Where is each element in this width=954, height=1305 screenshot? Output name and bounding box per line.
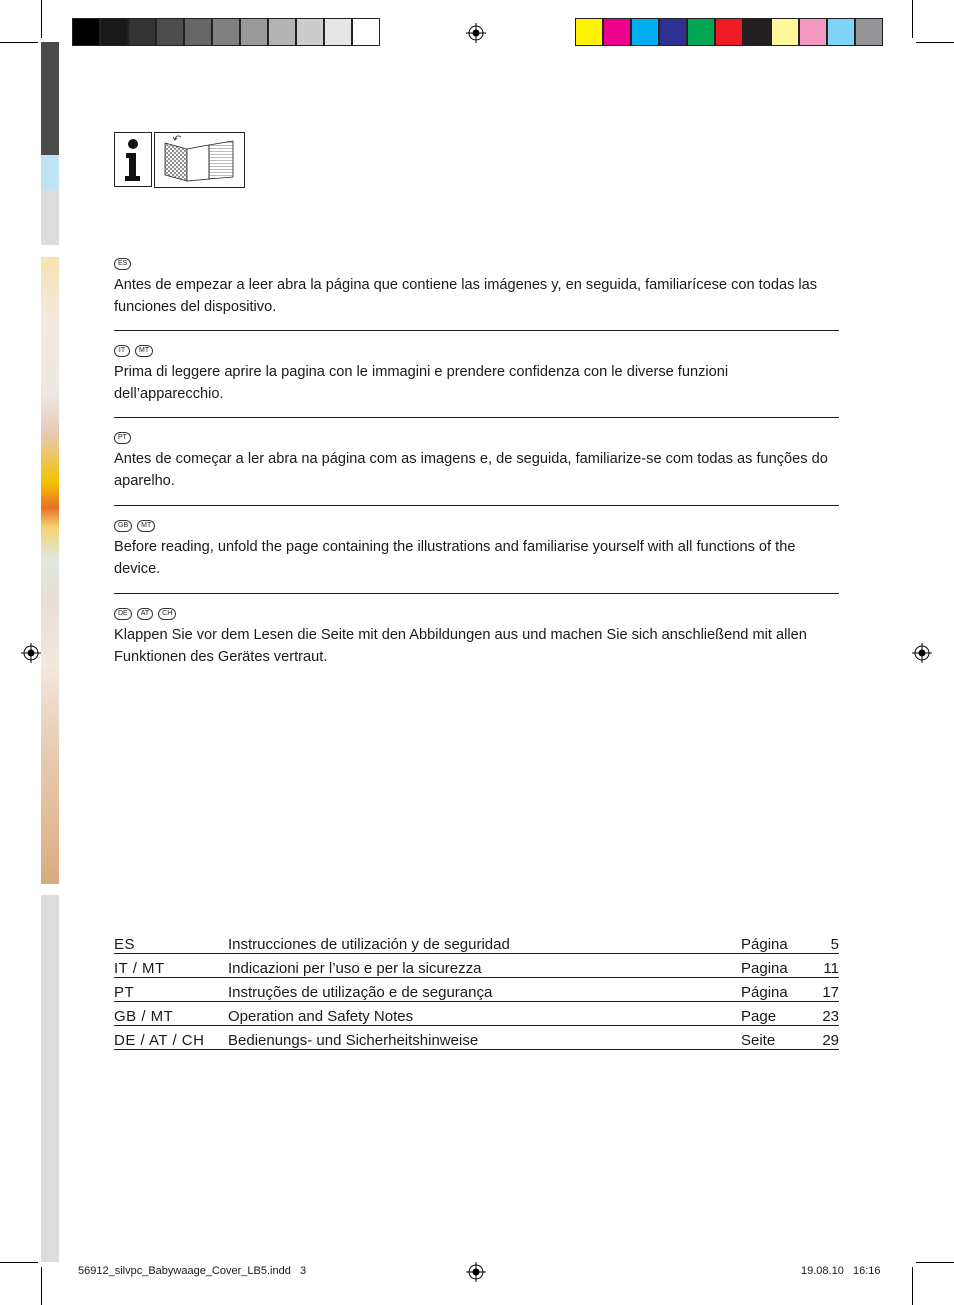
crop-mark — [41, 0, 42, 38]
color-swatch — [855, 18, 883, 46]
language-badge: MT — [135, 345, 153, 357]
section-text: Antes de começar a ler abra na página com as imagens e, de seguida, familiarize-se com todas as funções do aparelho. — [114, 451, 828, 489]
divider — [114, 593, 839, 594]
toc-page-label: Seite — [741, 1026, 801, 1050]
toc-page-label: Page — [741, 1002, 801, 1026]
language-section-es — [114, 258, 839, 318]
language-badges — [114, 608, 839, 622]
color-swatch — [631, 18, 659, 46]
color-swatch — [771, 18, 799, 46]
language-badges — [114, 520, 839, 534]
color-swatch — [603, 18, 631, 46]
cover-strip-photo — [41, 257, 59, 884]
gray-swatch — [212, 18, 240, 46]
language-badge: ES — [114, 258, 131, 270]
language-section-gb-mt — [114, 520, 839, 580]
toc-language-code: ES — [114, 930, 228, 954]
language-badges — [114, 345, 839, 359]
toc-row[interactable] — [114, 1002, 839, 1026]
divider — [114, 417, 839, 418]
crop-mark — [916, 42, 954, 43]
language-badge: PT — [114, 432, 131, 444]
registration-mark-icon — [21, 643, 41, 663]
divider — [114, 505, 839, 506]
toc-title: Instruções de utilização e de segurança — [228, 978, 741, 1002]
crop-mark — [912, 1267, 913, 1305]
color-swatch — [827, 18, 855, 46]
cover-strip-dark — [41, 42, 59, 155]
unfold-pages-icon — [155, 133, 244, 187]
language-section-pt — [114, 432, 839, 492]
toc-row[interactable] — [114, 954, 839, 978]
gray-swatch — [184, 18, 212, 46]
registration-mark-icon — [466, 23, 486, 43]
gray-swatch — [324, 18, 352, 46]
gray-swatch — [296, 18, 324, 46]
gray-swatch — [156, 18, 184, 46]
gray-swatch — [240, 18, 268, 46]
toc-title: Operation and Safety Notes — [228, 1002, 741, 1026]
section-text: Prima di leggere aprire la pagina con le immagini e prendere confidenza con le diverse funzioni dell’apparecchio. — [114, 364, 729, 402]
slug-file-info: 56912_silvpc_Babywaage_Cover_LB5.indd 3 — [78, 1265, 307, 1277]
toc-page-label: Página — [741, 978, 801, 1002]
cover-strip-cyan — [41, 155, 59, 189]
gray-swatch — [100, 18, 128, 46]
language-badges — [114, 258, 839, 272]
info-icon — [114, 132, 152, 187]
cover-strip-gray — [41, 895, 59, 1262]
toc-page-number: 23 — [801, 1002, 839, 1026]
crop-mark — [0, 1262, 38, 1263]
toc-language-code: IT / MT — [114, 954, 228, 978]
color-swatch — [687, 18, 715, 46]
language-badges — [114, 432, 839, 446]
language-badge: CH — [158, 608, 176, 620]
color-swatch — [715, 18, 743, 46]
toc-row[interactable] — [114, 978, 839, 1002]
language-badge: MT — [137, 520, 155, 532]
gray-swatch — [72, 18, 100, 46]
toc-title: Indicazioni per l’uso e per la sicurezza — [228, 954, 741, 978]
language-badge: AT — [137, 608, 153, 620]
gray-swatch — [352, 18, 380, 46]
crop-mark — [0, 42, 38, 43]
section-text: Klappen Sie vor dem Lesen die Seite mit den Abbildungen aus und machen Sie sich anschließend mit allen Funktionen des Gerätes vertraut. — [114, 627, 807, 665]
language-section-de-at-ch — [114, 608, 839, 668]
language-badge: IT — [114, 345, 130, 357]
crop-mark — [916, 1262, 954, 1263]
gray-swatch — [268, 18, 296, 46]
slug-date-time: 19.08.10 16:16 — [801, 1265, 881, 1277]
crop-mark — [912, 0, 913, 38]
toc-page-number: 29 — [801, 1026, 839, 1050]
registration-mark-icon — [912, 643, 932, 663]
divider — [114, 330, 839, 331]
toc-page-label: Pagina — [741, 954, 801, 978]
toc-page-number: 17 — [801, 978, 839, 1002]
registration-mark-icon — [466, 1262, 486, 1282]
toc-row[interactable] — [114, 930, 839, 954]
section-text: Antes de empezar a leer abra la página que contiene las imágenes y, en seguida, familiarícese con todas las funciones del dispositivo. — [114, 277, 818, 315]
toc-row[interactable] — [114, 1026, 839, 1050]
table-of-contents — [114, 930, 839, 1050]
fold-out-page-icon — [154, 132, 245, 188]
toc-language-code: GB / MT — [114, 1002, 228, 1026]
section-text: Before reading, unfold the page containing the illustrations and familiarise yourself with all functions of the device. — [114, 539, 796, 577]
crop-mark — [41, 1267, 42, 1305]
toc-page-label: Página — [741, 930, 801, 954]
toc-page-number: 11 — [801, 954, 839, 978]
toc-page-number: 5 — [801, 930, 839, 954]
toc-title: Bedienungs- und Sicherheitshinweise — [228, 1026, 741, 1050]
toc-title: Instrucciones de utilización y de seguridad — [228, 930, 741, 954]
info-glyph-icon — [121, 138, 145, 182]
gray-swatch — [128, 18, 156, 46]
color-swatch — [659, 18, 687, 46]
color-swatch — [743, 18, 771, 46]
language-badge: GB — [114, 520, 132, 532]
toc-language-code: PT — [114, 978, 228, 1002]
language-section-it-mt — [114, 345, 839, 405]
cover-strip-gray — [41, 189, 59, 245]
color-swatch — [575, 18, 603, 46]
language-badge: DE — [114, 608, 132, 620]
color-swatch — [799, 18, 827, 46]
toc-language-code: DE / AT / CH — [114, 1026, 228, 1050]
